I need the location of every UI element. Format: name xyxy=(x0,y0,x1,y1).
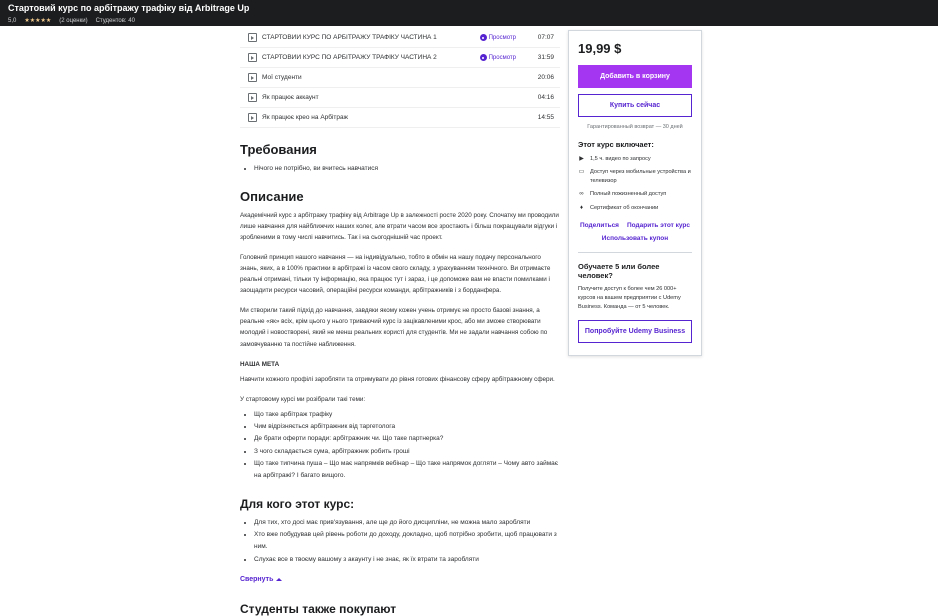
course-meta-bar xyxy=(0,16,938,26)
collapse-label: Свернуть xyxy=(240,576,274,583)
description-paragraph: Головний принцип нашого навчання — на індивідуально, тобто в обмін на нашу подачу персонального знань, яких, а в 100% практики в арбітражі із часом свого складу, з урахуванням технічного. Ви отримаєте реальні отримані, тільки ту інформацію, яка працює тут і зараз, і це допоможе вам не впасти помилками і заощадити ресурси часовий, операційні ресурси команди, арбітражників і з борданфера. xyxy=(240,254,551,295)
eye-icon xyxy=(480,54,487,61)
course-include-item xyxy=(578,155,692,163)
mobile-icon: ▭ xyxy=(578,169,585,176)
lecture-title: Як працює крео на Арбітраж xyxy=(262,114,348,121)
course-price: 19,99 $ xyxy=(578,41,622,56)
for-whom-list xyxy=(240,517,560,566)
business-heading: Обучаете 5 или более человек? xyxy=(578,261,660,280)
lecture-title: СТАРТОВИЙ КУРС ПО АРБІТРАЖУ ТРАФІКУ ЧАСТИНА 1 xyxy=(262,34,437,41)
video-icon xyxy=(248,113,257,122)
preview-link[interactable] xyxy=(480,54,516,61)
include-label: 1,5 ч. видео по запросу xyxy=(590,156,651,162)
students-also-bought-heading: Студенты также покупают xyxy=(240,602,397,616)
course-include-item xyxy=(578,190,692,198)
list-item: • Що таке типчина пуша – Що має напрямків вебінар – Що таке напрямок догляти – Чому авто займає на арбітражі? І багато вищого. xyxy=(254,458,560,483)
course-includes-heading: Этот курс включает: xyxy=(578,140,654,149)
buy-now-button[interactable]: Купить сейчас xyxy=(578,94,692,117)
curriculum-row[interactable] xyxy=(240,88,560,108)
list-item: • Де брати оферти поради: арбітражник чи. Що таке партнерка? xyxy=(254,433,560,445)
lecture-duration: 31:59 xyxy=(537,54,554,61)
lecture-duration: 14:55 xyxy=(537,114,554,121)
gift-course-button[interactable]: Подарить этот курс xyxy=(626,221,691,229)
lecture-title: Як працює аккаунт xyxy=(262,94,319,101)
apply-coupon-button[interactable]: Использовать купон xyxy=(601,234,669,242)
topics-intro: У стартовому курсі ми розібрали такі теми: xyxy=(240,395,366,403)
include-label: Доступ через мобильные устройства и телевизор xyxy=(590,169,691,184)
preview-label: Просмотр xyxy=(488,34,516,41)
goal-text: Навчити кожного профілі заробляти та отримувати до рівня готових фінансову сферу арбітражному сфери. xyxy=(240,375,555,383)
chevron-up-icon xyxy=(276,578,282,581)
goal-title: НАША МЕТА xyxy=(240,360,280,368)
list-item: • Слухає все в твоєму вашому з акаунту і не знає, як їх втрати та заробляти xyxy=(254,554,560,566)
collapse-description-button[interactable] xyxy=(240,576,282,583)
requirements-heading: Требования xyxy=(240,142,317,157)
list-item: • Для тих, хто досі має прив'язування, але ще до його дисципліни, не можна мало заробляти xyxy=(254,517,560,529)
preview-label: Просмотр xyxy=(488,54,516,61)
for-whom-heading: Для кого этот курс: xyxy=(240,496,355,511)
lecture-duration: 07:07 xyxy=(537,34,554,41)
infinity-icon: ∞ xyxy=(579,191,584,198)
play-icon: ▶ xyxy=(579,156,584,162)
course-include-item xyxy=(578,168,692,185)
video-icon xyxy=(248,93,257,102)
card-divider xyxy=(578,252,692,253)
lecture-duration: 04:16 xyxy=(537,94,554,101)
topics-list xyxy=(240,409,560,483)
description-heading: Описание xyxy=(240,189,304,205)
add-to-cart-button[interactable]: Добавить в корзину xyxy=(578,65,692,88)
business-text: Получите доступ к более чем 26 000+ курсов на вашем предприятии с Udemy Business. Команда — от 5 человек. xyxy=(578,285,681,310)
course-include-item xyxy=(578,204,692,212)
lecture-title: Мої студенти xyxy=(262,74,302,81)
description-paragraph: Академічний курс з арбітражу трафіку від Arbitrage Up в залежності росте 2020 року. Спочатку ми проводили лише навчання для найближчих наших колег, але втрати часом все зростають і більш покращували відгуки і зробленими в тому числі навчитись. Так і на сьогоднішній час проект. xyxy=(240,212,559,242)
curriculum-row[interactable] xyxy=(240,48,560,68)
purchase-card xyxy=(568,30,702,356)
list-item: • З чого складається сума, арбітражник робить гроші xyxy=(254,446,560,458)
curriculum-row[interactable] xyxy=(240,28,560,48)
video-icon xyxy=(248,33,257,42)
video-icon xyxy=(248,73,257,82)
include-label: Полный пожизненный доступ xyxy=(590,191,667,198)
eye-icon xyxy=(480,34,487,41)
card-action-links xyxy=(578,222,692,229)
money-back-guarantee: Гарантированный возврат — 30 дней xyxy=(587,124,683,130)
course-main-column xyxy=(240,26,560,616)
list-item: • Хто вже побудував цей рівень роботи до доходу, докладно, щоб потрібно зробити, щоб працювати з ним. xyxy=(254,529,560,554)
requirements-list xyxy=(240,163,560,175)
list-item: • Що таке арбітраж трафіку xyxy=(254,409,560,421)
curriculum-row[interactable] xyxy=(240,68,560,88)
course-header-bar xyxy=(0,0,938,16)
students-count: Студентов: 40 xyxy=(95,18,135,24)
curriculum-row[interactable] xyxy=(240,108,560,128)
course-title: Стартовий курс по арбітражу трафіку від Arbitrage Up xyxy=(8,3,250,13)
curriculum-list xyxy=(240,26,560,128)
video-icon xyxy=(248,53,257,62)
list-item: • Чим відрізняється арбітражник від таргетолога xyxy=(254,421,560,433)
lecture-duration: 20:06 xyxy=(537,74,554,81)
rating-value: 5,0 xyxy=(8,18,17,24)
lecture-title: СТАРТОВИЙ КУРС ПО АРБІТРАЖУ ТРАФІКУ ЧАСТИНА 2 xyxy=(262,54,437,61)
star-icon: ★★★★★ xyxy=(24,18,52,24)
page-content xyxy=(0,26,938,616)
share-button[interactable]: Поделиться xyxy=(579,221,619,229)
preview-link[interactable] xyxy=(480,34,516,41)
list-item: • Нічого не потрібно, ви вчитесь навчатися xyxy=(254,163,560,175)
description-paragraph: Ми створили такий підхід до навчання, завдяки якому кожен учень отримує не просто базові знання, а реальне «як» всіх, крім цього у нього триваючий курс із зацікавленими крос, або ми зможе створювати молодий і новостворені, який не менш реальних користі для студентів. Ми не задали навчання собою по замовчуванню та постійне наближення. xyxy=(240,307,548,348)
include-label: Сертификат об окончании xyxy=(590,204,659,211)
certificate-icon: ♦ xyxy=(579,204,584,211)
try-udemy-business-button[interactable]: Попробуйте Udemy Business xyxy=(578,320,692,343)
reviews-count[interactable]: (2 оценки) xyxy=(59,18,88,24)
